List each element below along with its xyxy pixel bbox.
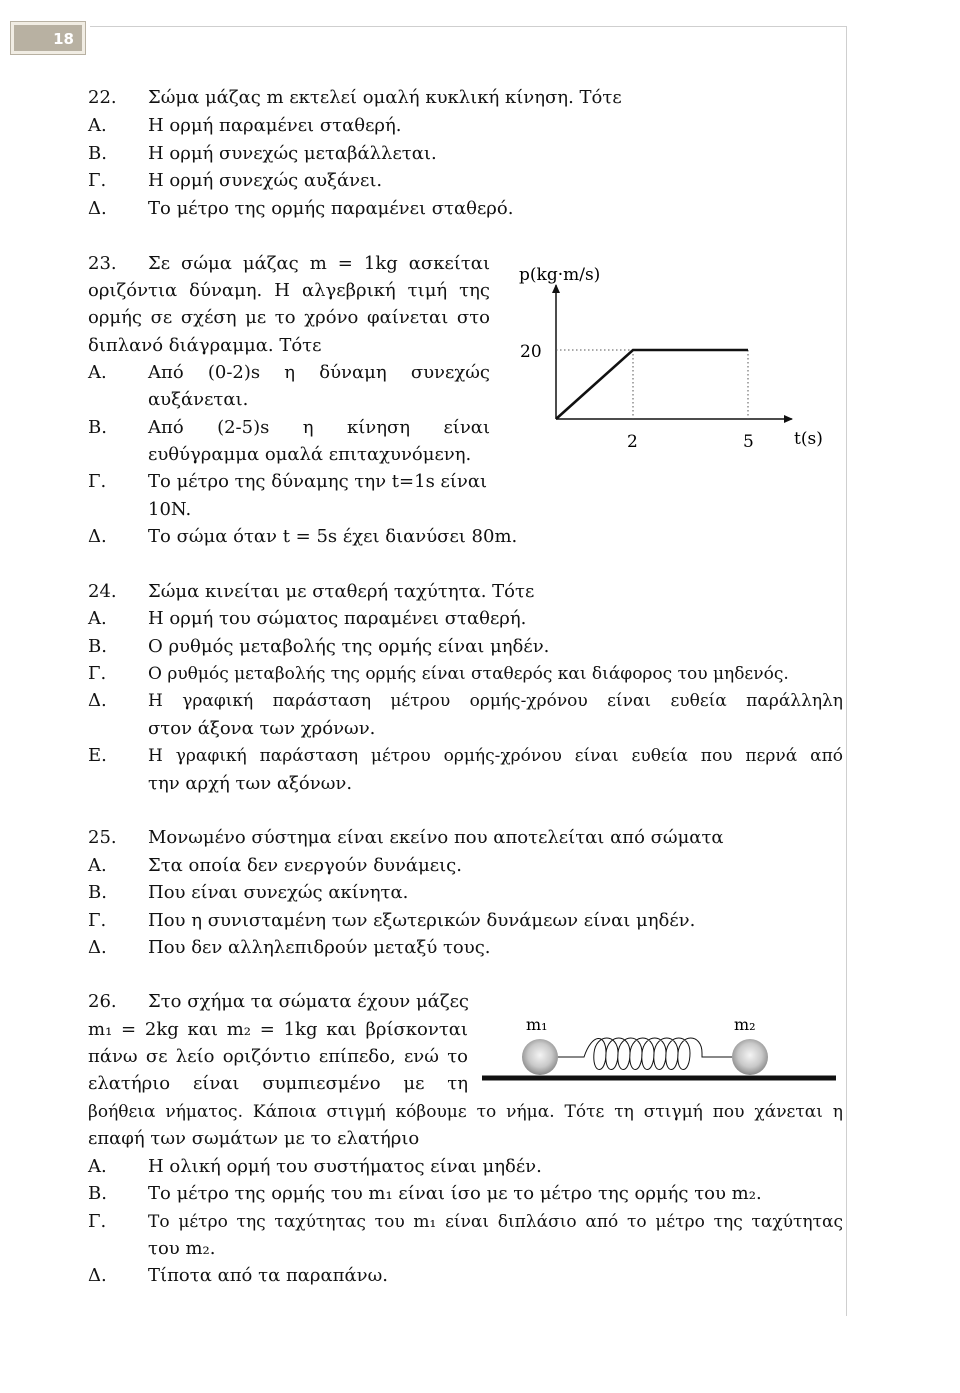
option-label: Β. xyxy=(88,143,107,164)
option-label: Α. xyxy=(88,608,107,629)
option-text: Το μέτρο της ταχύτητας του m₁ είναι διπλάσιο από το μέτρο της ταχύτητας xyxy=(148,1212,843,1232)
option-text: Που η συνισταμένη των εξωτερικών δυνάμεων είναι μηδέν. xyxy=(148,910,696,931)
option-text: στον άξονα των χρόνων. xyxy=(148,718,376,739)
momentum-time-graph xyxy=(505,255,845,465)
question-stem-line: Στο σχήμα τα σώματα έχουν μάζες xyxy=(148,991,469,1012)
option-label: Β. xyxy=(88,636,107,657)
option-text: αυξάνεται. xyxy=(148,389,249,410)
option-label: Α. xyxy=(88,115,107,136)
question-stem-line: οριζόντια δύναμη. Η αλγεβρική τιμή της xyxy=(88,280,490,301)
question-number: 25. xyxy=(88,827,117,848)
option-label: Δ. xyxy=(88,1265,107,1286)
option-text: Στα οποία δεν ενεργούν δυνάμεις. xyxy=(148,855,462,876)
option-text: ευθύγραμμα ομαλά επιταχυνόμενη. xyxy=(148,444,472,465)
option-label: Γ. xyxy=(88,663,107,684)
option-text: Ο ρυθμός μεταβολής της ορμής είναι μηδέν. xyxy=(148,636,550,657)
option-label: Δ. xyxy=(88,526,107,547)
question-stem-line: m₁ = 2kg και m₂ = 1kg και βρίσκονται xyxy=(88,1019,468,1040)
spring-masses-figure xyxy=(480,1005,840,1097)
page-frame-right xyxy=(846,26,847,1316)
option-label: Β. xyxy=(88,1183,107,1204)
option-label: Δ. xyxy=(88,198,107,219)
x-tick-label: 5 xyxy=(743,432,754,452)
option-label: Α. xyxy=(88,1156,107,1177)
option-label: Γ. xyxy=(88,170,107,191)
option-text: Ο ρυθμός μεταβολής της ορμής είναι σταθερός και διάφορος του μηδενός. xyxy=(148,664,789,684)
option-text: Η ορμή συνεχώς αυξάνει. xyxy=(148,170,383,191)
x-axis-label: t(s) xyxy=(794,429,823,449)
option-text: Το σώμα όταν t = 5s έχει διανύσει 80m. xyxy=(148,526,518,547)
option-text: την αρχή των αξόνων. xyxy=(148,773,353,794)
option-text: Τίποτα από τα παραπάνω. xyxy=(148,1265,388,1286)
question-stem-line: πάνω σε λείο οριζόντιο επίπεδο, ενώ το xyxy=(88,1046,468,1067)
compressed-spring xyxy=(558,1038,732,1070)
option-text: Η ορμή παραμένει σταθερή. xyxy=(148,115,402,136)
question-stem: Σώμα κινείται με σταθερή ταχύτητα. Τότε xyxy=(148,581,535,602)
question-stem: Σώμα μάζας m εκτελεί ομαλή κυκλική κίνηση. Τότε xyxy=(148,87,622,108)
option-text: Που είναι συνεχώς ακίνητα. xyxy=(148,882,409,903)
option-text: 10N. xyxy=(148,499,192,520)
page-frame-top xyxy=(90,26,846,27)
mass-m1-ball xyxy=(522,1039,558,1075)
question-number: 26. xyxy=(88,991,117,1012)
option-label: Γ. xyxy=(88,471,107,492)
question-number: 22. xyxy=(88,87,117,108)
option-text: Η γραφική παράσταση μέτρου ορμής-χρόνου είναι ευθεία που περνά από xyxy=(148,746,843,766)
question-number: 24. xyxy=(88,581,117,602)
question-stem-line: Σε σώμα μάζας m = 1kg ασκείται xyxy=(148,253,490,274)
option-text: Η ορμή συνεχώς μεταβάλλεται. xyxy=(148,143,437,164)
option-text: του m₂. xyxy=(148,1238,216,1259)
option-text: Το μέτρο της δύναμης την t=1s είναι xyxy=(148,471,488,492)
question-stem-line: ελατήριο είναι συμπιεσμένο με τη xyxy=(88,1073,468,1094)
option-label: Β. xyxy=(88,882,107,903)
y-axis-label: p(kg·m/s) xyxy=(519,265,601,285)
mass-label-m2: m₂ xyxy=(734,1015,756,1034)
option-text: Η ολική ορμή του συστήματος είναι μηδέν. xyxy=(148,1156,542,1177)
mass-label-m1: m₁ xyxy=(526,1015,548,1034)
question-stem-line: επαφή των σωμάτων με το ελατήριο xyxy=(88,1128,420,1149)
question-stem-line: βοήθεια νήματος. Κάποια στιγμή κόβουμε το νήμα. Τότε τη στιγμή που χάνεται η xyxy=(88,1102,843,1122)
option-label: Γ. xyxy=(88,1211,107,1232)
question-stem-line: ορμής σε σχέση με το χρόνο φαίνεται στο xyxy=(88,307,490,328)
option-label: Ε. xyxy=(88,745,107,766)
option-text: Η ορμή του σώματος παραμένει σταθερή. xyxy=(148,608,527,629)
x-tick-label: 2 xyxy=(627,432,638,452)
option-text: Από (0-2)s η δύναμη συνεχώς xyxy=(148,362,490,383)
page-number: 18 xyxy=(53,30,74,48)
page-number-badge xyxy=(11,22,85,54)
option-label: Α. xyxy=(88,855,107,876)
option-label: Β. xyxy=(88,417,107,438)
option-label: Δ. xyxy=(88,937,107,958)
question-number: 23. xyxy=(88,253,117,274)
option-text: Το μέτρο της ορμής του m₁ είναι ίσο με το μέτρο της ορμής του m₂. xyxy=(148,1183,762,1204)
option-label: Δ. xyxy=(88,690,107,711)
mass-m2-ball xyxy=(732,1039,768,1075)
option-text: Η γραφική παράσταση μέτρου ορμής-χρόνου είναι ευθεία παράλληλη xyxy=(148,691,843,711)
option-label: Γ. xyxy=(88,910,107,931)
question-stem-line: διπλανό διάγραμμα. Τότε xyxy=(88,335,322,356)
momentum-curve xyxy=(556,350,748,419)
option-label: Α. xyxy=(88,362,107,383)
option-text: Που δεν αλληλεπιδρούν μεταξύ τους. xyxy=(148,937,491,958)
y-tick-label: 20 xyxy=(520,342,542,362)
option-text: Το μέτρο της ορμής παραμένει σταθερό. xyxy=(148,198,514,219)
question-stem: Μονωμένο σύστημα είναι εκείνο που αποτελείται από σώματα xyxy=(148,827,724,848)
option-text: Από (2-5)s η κίνηση είναι xyxy=(148,417,490,438)
